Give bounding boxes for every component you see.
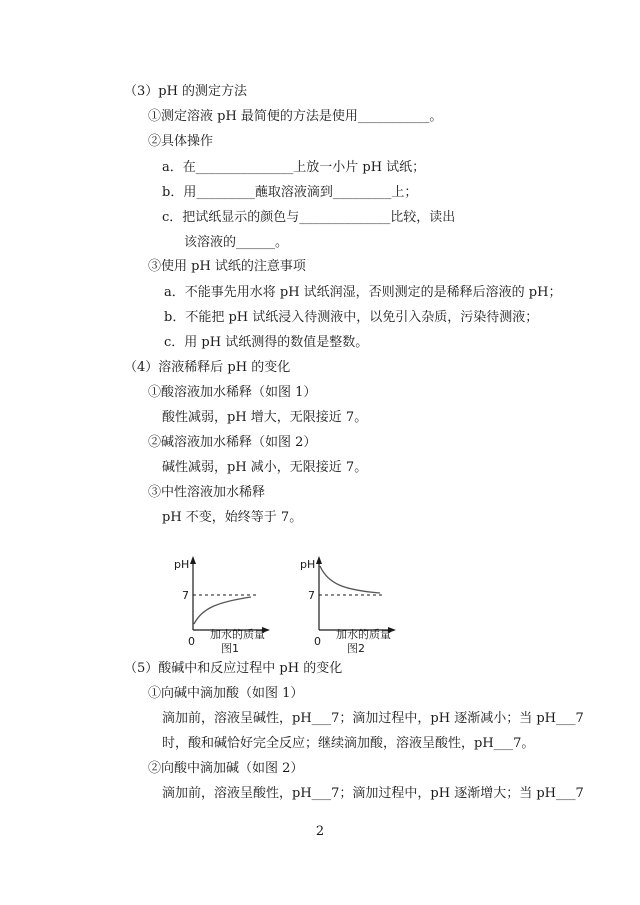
line-17: ③中性溶液加水稀释 [148, 485, 266, 500]
x-axis-label: 加水的质量 [210, 628, 265, 641]
line-13: ①酸溶液加水稀释（如图 1） [148, 385, 317, 400]
line-9: a．不能事先用水将 pH 试纸润湿，否则测定的是稀释后溶液的 pH； [164, 285, 562, 300]
line-23: ②向酸中滴加碱（如图 2） [148, 761, 304, 776]
line-14: 酸性减弱，pH 增大，无限接近 7。 [162, 410, 368, 425]
y-axis-label: pH [174, 558, 190, 571]
line-8: ③使用 pH 试纸的注意事项 [148, 259, 306, 274]
line-2: ①测定溶液 pH 最简便的方法是使用___________。 [148, 109, 443, 124]
x-axis-label: 加水的质量 [336, 628, 391, 641]
line-12: （4）溶液稀释后 pH 的变化 [124, 360, 291, 375]
page-number: 2 [315, 824, 325, 839]
line-16: 碱性减弱，pH 减小，无限接近 7。 [162, 460, 368, 475]
figure-caption: 图1 [221, 642, 239, 655]
figure-caption: 图2 [347, 642, 365, 655]
line-24: 滴加前，溶液呈酸性，pH___7；滴加过程中，pH 逐渐增大；当 pH___7 [162, 786, 584, 801]
y-axis-label: pH [300, 558, 316, 571]
line-6: c．把试纸显示的颜色与______________比较，读出 [162, 210, 456, 225]
line-1: （3）pH 的测定方法 [124, 84, 248, 99]
ph-curve [194, 597, 251, 624]
origin-label: 0 [188, 635, 195, 648]
level-7-label: 7 [182, 589, 189, 602]
line-3: ②具体操作 [148, 134, 214, 149]
figure-2 [292, 552, 400, 656]
line-22: 时，酸和碱恰好完全反应；继续滴加酸，溶液呈酸性，pH___7。 [162, 736, 535, 751]
line-10: b．不能把 pH 试纸浸入待测液中，以免引入杂质，污染待测液； [164, 310, 539, 325]
line-21: 滴加前，溶液呈碱性，pH___7；滴加过程中，pH 逐渐减小；当 pH___7 [162, 711, 584, 726]
line-19: （5）酸碱中和反应过程中 pH 的变化 [124, 661, 343, 676]
line-20: ①向碱中滴加酸（如图 1） [148, 686, 304, 701]
line-18: pH 不变，始终等于 7。 [162, 510, 303, 525]
line-4: a．在_______________上放一小片 pH 试纸； [162, 160, 426, 175]
line-11: c．用 pH 试纸测得的数值是整数。 [164, 335, 369, 350]
origin-label: 0 [314, 635, 321, 648]
line-7: 该溶液的______。 [184, 235, 289, 250]
line-5: b．用_________蘸取溶液滴到_________上； [162, 185, 418, 200]
level-7-label: 7 [308, 589, 315, 602]
y-axis-arrow [190, 556, 196, 564]
y-axis-arrow [316, 556, 322, 564]
figure-1 [166, 552, 274, 656]
line-15: ②碱溶液加水稀释（如图 2） [148, 435, 317, 450]
ph-curve [320, 566, 380, 593]
